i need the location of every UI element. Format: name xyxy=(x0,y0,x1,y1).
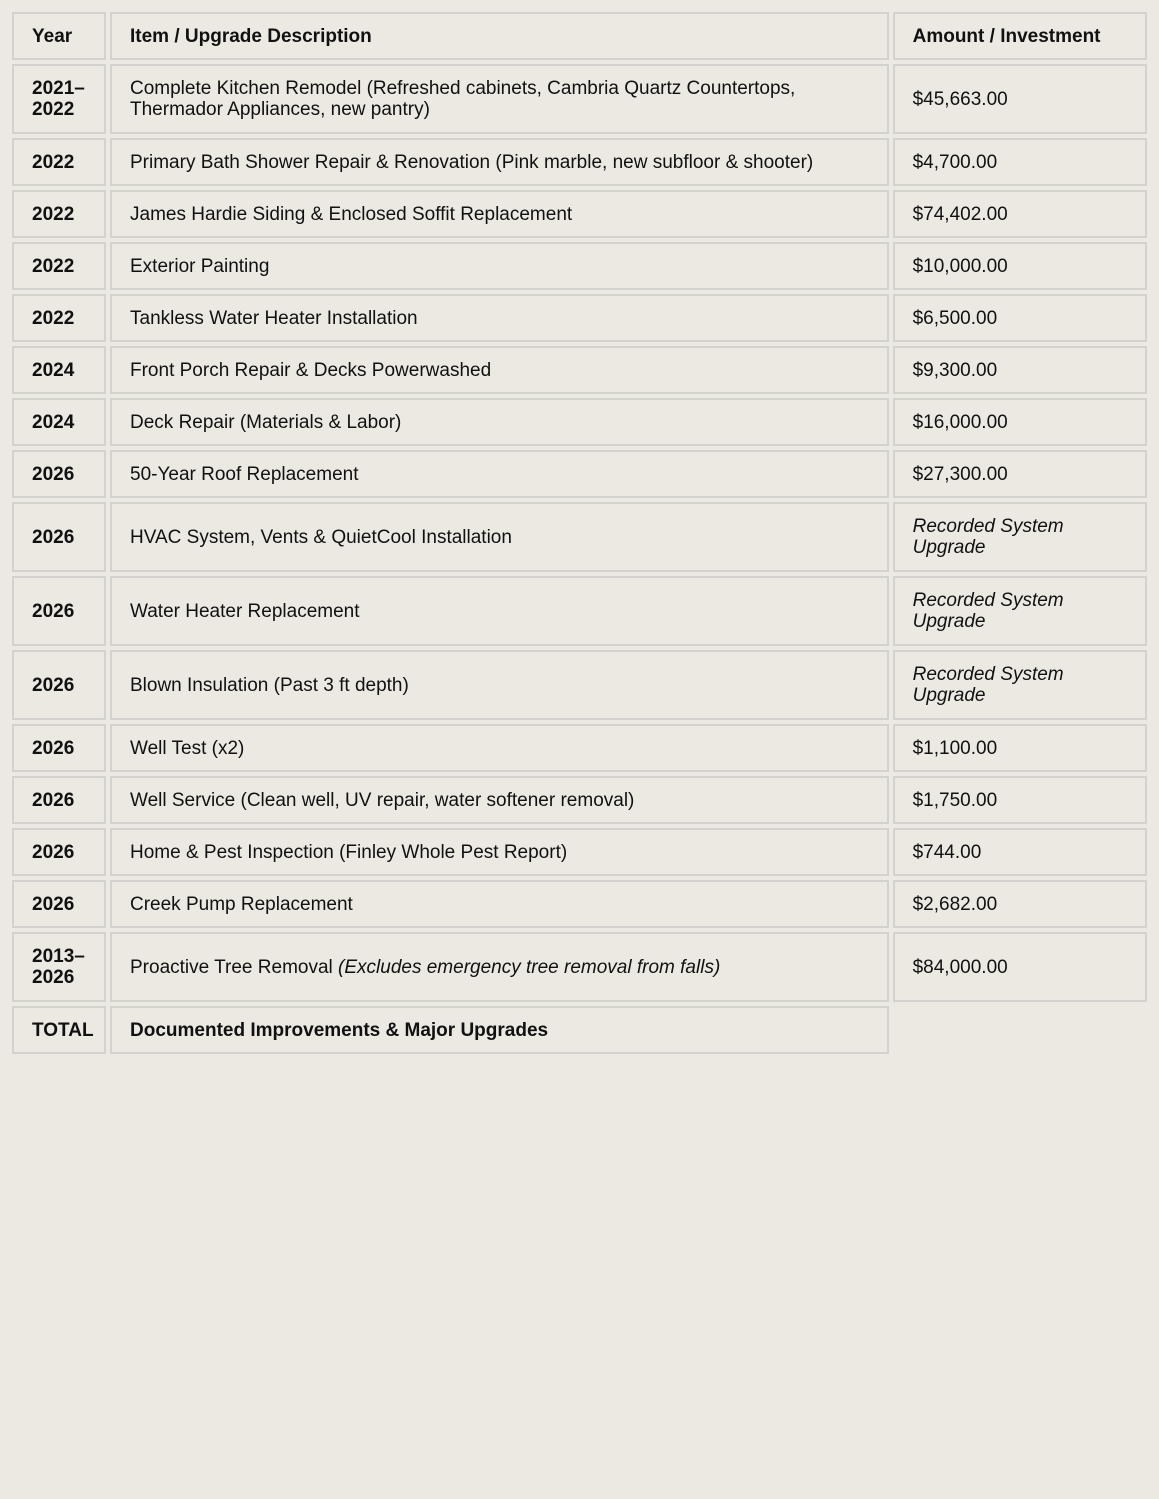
description-cell: Front Porch Repair & Decks Powerwashed xyxy=(110,346,889,394)
improvements-table xyxy=(8,8,1151,1058)
table-row xyxy=(12,932,1147,1002)
year-cell: 2022 xyxy=(12,190,106,238)
description-cell: James Hardie Siding & Enclosed Soffit Replacement xyxy=(110,190,889,238)
year-cell: 2026 xyxy=(12,776,106,824)
amount-cell: $10,000.00 xyxy=(893,242,1147,290)
total-row xyxy=(12,1006,1147,1054)
description-cell: Home & Pest Inspection (Finley Whole Pest Report) xyxy=(110,828,889,876)
year-cell: 2024 xyxy=(12,398,106,446)
table-row xyxy=(12,138,1147,186)
year-cell: 2026 xyxy=(12,724,106,772)
table-header-row xyxy=(12,12,1147,60)
total-description: Documented Improvements & Major Upgrades xyxy=(110,1006,889,1054)
header-description: Item / Upgrade Description xyxy=(110,12,889,60)
year-text: 2026 xyxy=(32,967,75,988)
description-cell: Creek Pump Replacement xyxy=(110,880,889,928)
header-year: Year xyxy=(12,12,106,60)
table-row xyxy=(12,776,1147,824)
table-row xyxy=(12,346,1147,394)
year-cell: 2024 xyxy=(12,346,106,394)
amount-cell: $1,750.00 xyxy=(893,776,1147,824)
description-cell: 50-Year Roof Replacement xyxy=(110,450,889,498)
description-cell: Exterior Painting xyxy=(110,242,889,290)
total-label: TOTAL xyxy=(12,1006,106,1054)
amount-cell: $16,000.00 xyxy=(893,398,1147,446)
description-cell: Water Heater Replacement xyxy=(110,576,889,646)
table-row xyxy=(12,242,1147,290)
table-row xyxy=(12,828,1147,876)
table-row xyxy=(12,650,1147,720)
description-cell xyxy=(110,64,889,134)
amount-note-text: Upgrade xyxy=(912,685,986,706)
year-cell: 2026 xyxy=(12,450,106,498)
year-cell: 2022 xyxy=(12,242,106,290)
amount-cell: $4,700.00 xyxy=(893,138,1147,186)
amount-cell xyxy=(893,650,1147,720)
amount-cell: $2,682.00 xyxy=(893,880,1147,928)
description-cell: Primary Bath Shower Repair & Renovation (Pink marble, new subfloor & shooter) xyxy=(110,138,889,186)
description-cell: Tankless Water Heater Installation xyxy=(110,294,889,342)
year-cell: 2026 xyxy=(12,650,106,720)
amount-cell: $6,500.00 xyxy=(893,294,1147,342)
year-cell: 2022 xyxy=(12,294,106,342)
amount-note-text: Recorded System xyxy=(912,664,1064,685)
amount-note-text: Upgrade xyxy=(912,611,986,632)
amount-cell: $9,300.00 xyxy=(893,346,1147,394)
table-row xyxy=(12,190,1147,238)
description-cell: Deck Repair (Materials & Labor) xyxy=(110,398,889,446)
amount-note-text: Recorded System xyxy=(912,590,1064,611)
amount-cell: $27,300.00 xyxy=(893,450,1147,498)
table-row xyxy=(12,502,1147,572)
table-row xyxy=(12,576,1147,646)
description-text: Complete Kitchen Remodel (Refreshed cabinets, Cambria Quartz Countertops, xyxy=(130,78,796,99)
description-text: Proactive Tree Removal xyxy=(130,956,333,978)
header-amount: Amount / Investment xyxy=(893,12,1147,60)
amount-cell: $744.00 xyxy=(893,828,1147,876)
year-text: 2021– xyxy=(32,78,85,99)
year-text: 2013– xyxy=(32,946,85,967)
description-cell: Well Service (Clean well, UV repair, water softener removal) xyxy=(110,776,889,824)
table-row xyxy=(12,724,1147,772)
description-text: Thermador Appliances, new pantry) xyxy=(130,99,430,120)
year-cell: 2026 xyxy=(12,502,106,572)
amount-cell: $1,100.00 xyxy=(893,724,1147,772)
table-row xyxy=(12,294,1147,342)
year-text: 2022 xyxy=(32,99,75,120)
amount-cell: $84,000.00 xyxy=(893,932,1147,1002)
amount-cell: $45,663.00 xyxy=(893,64,1147,134)
description-cell: HVAC System, Vents & QuietCool Installation xyxy=(110,502,889,572)
table-row xyxy=(12,398,1147,446)
table-row xyxy=(12,64,1147,134)
year-cell: 2022 xyxy=(12,138,106,186)
amount-cell xyxy=(893,576,1147,646)
table-row xyxy=(12,880,1147,928)
amount-cell xyxy=(893,502,1147,572)
table-row xyxy=(12,450,1147,498)
amount-note-text: Upgrade xyxy=(912,537,986,558)
description-cell: Blown Insulation (Past 3 ft depth) xyxy=(110,650,889,720)
description-cell: Well Test (x2) xyxy=(110,724,889,772)
amount-note-text: Recorded System xyxy=(912,516,1064,537)
description-note: (Excludes emergency tree removal from falls) xyxy=(338,956,721,978)
year-cell xyxy=(12,64,106,134)
description-cell xyxy=(110,932,889,1002)
year-cell xyxy=(12,932,106,1002)
amount-cell: $74,402.00 xyxy=(893,190,1147,238)
year-cell: 2026 xyxy=(12,576,106,646)
year-cell: 2026 xyxy=(12,880,106,928)
total-amount-empty xyxy=(893,1006,1147,1054)
year-cell: 2026 xyxy=(12,828,106,876)
